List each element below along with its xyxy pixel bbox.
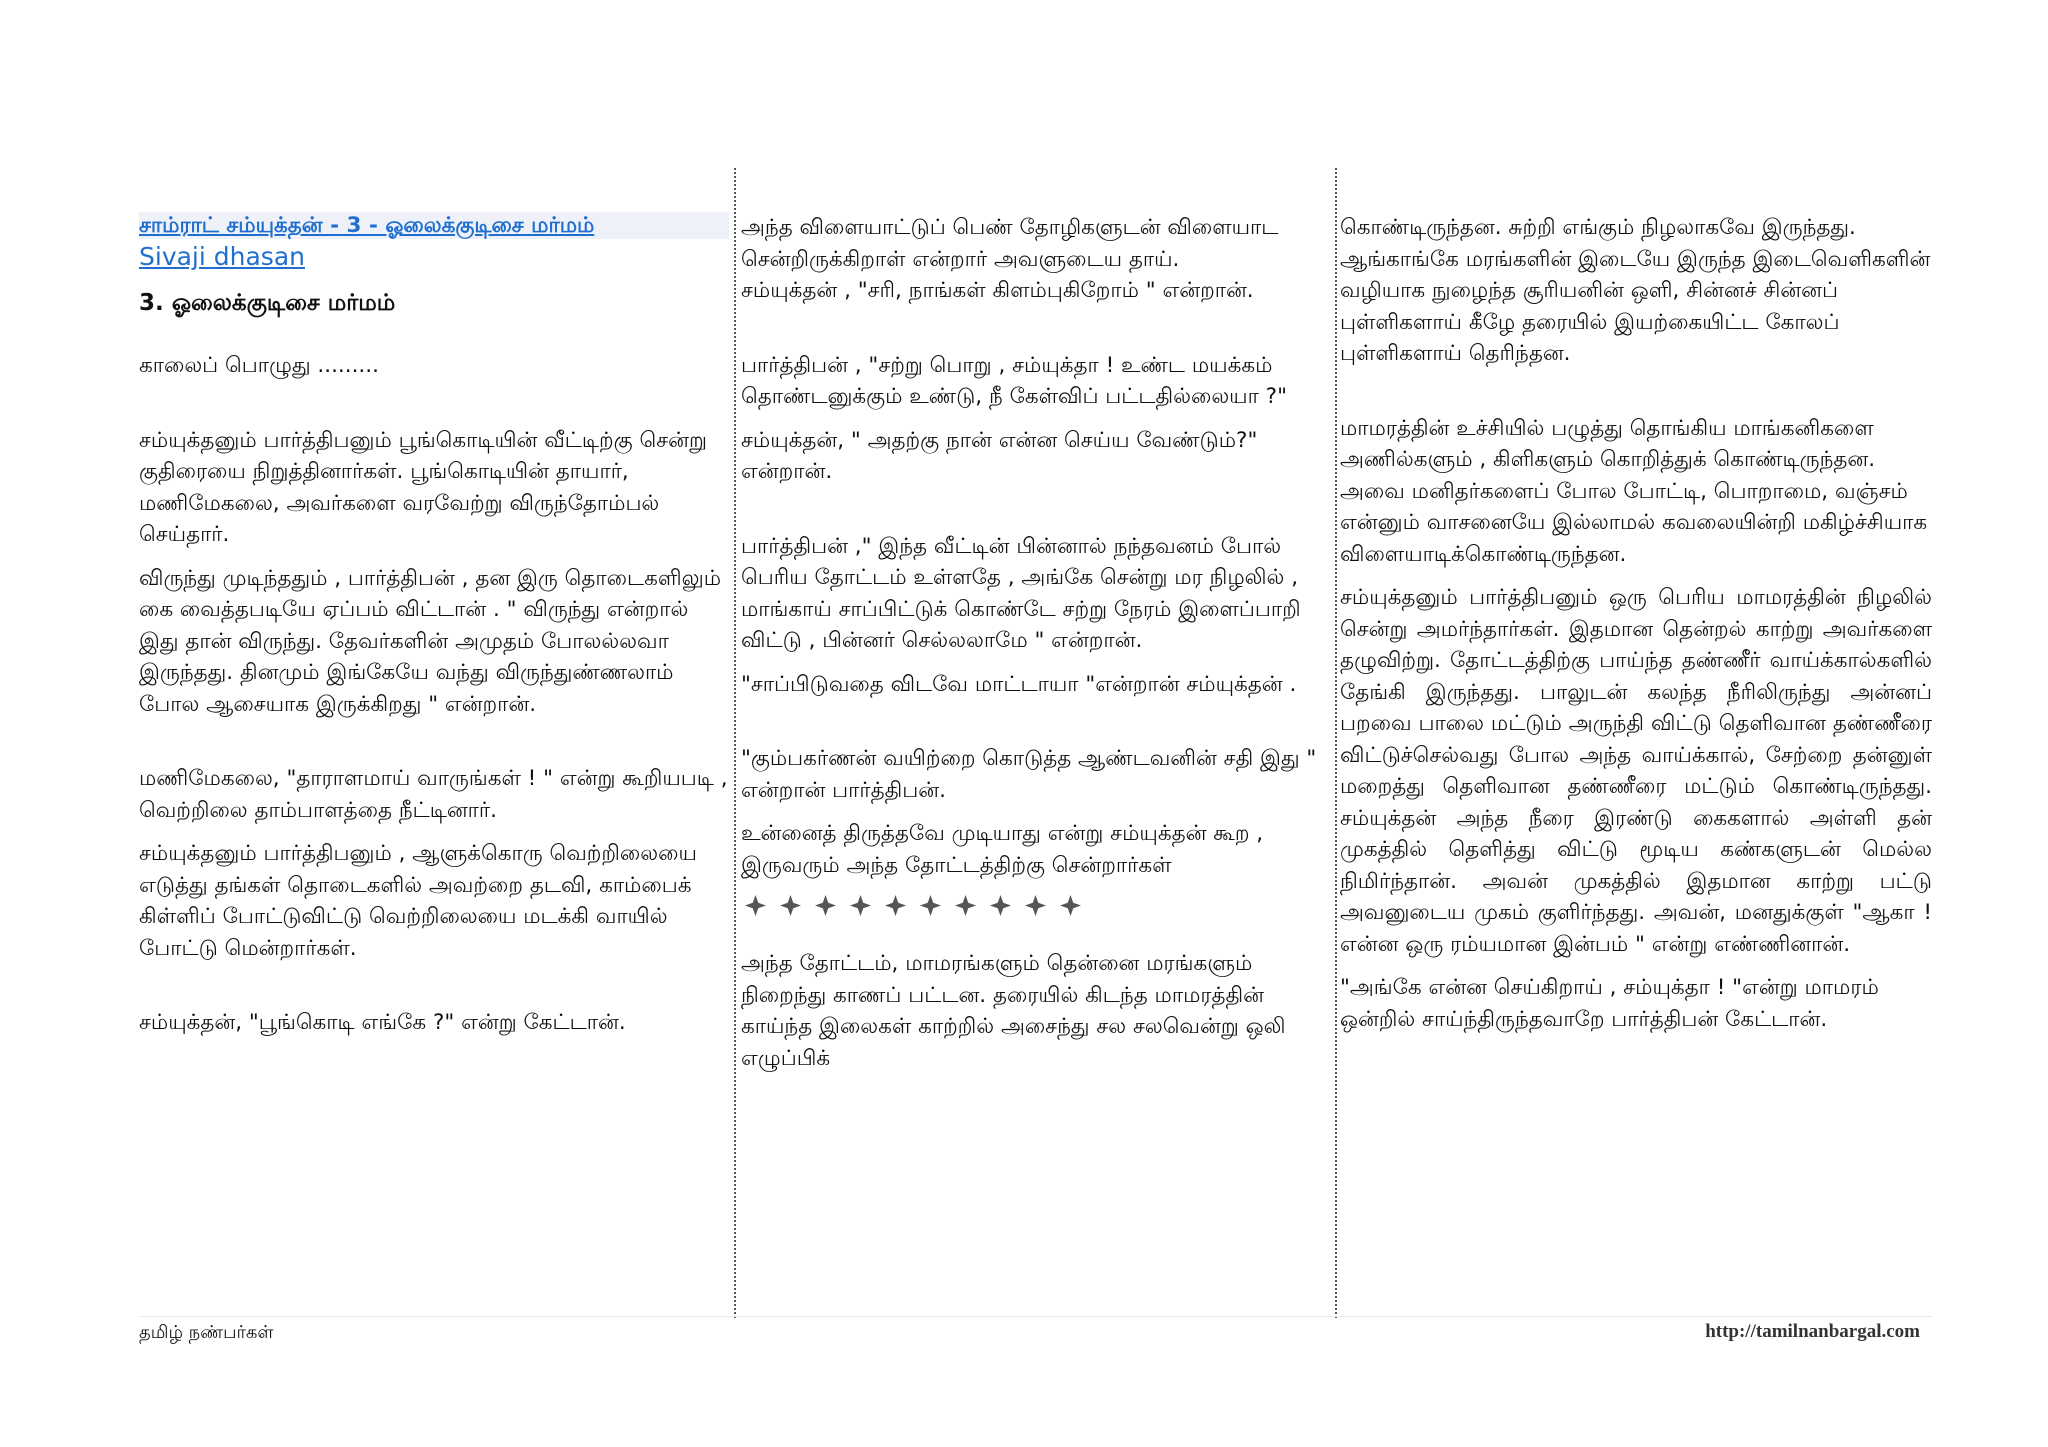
paragraph: கொண்டிருந்தன. சுற்றி எங்கும் நிழலாகவே இருந்தது. ஆங்காங்கே மரங்களின் இடையே இருந்த இடைவெளிகளின் வழியாக நுழைந்த சூரியனின் ஒளி, சின்னச் சின்னப் புள்ளிகளாய் கீழே தரையில் இயற்கையிட்ட கோலப் புள்ளிகளாய் தெரிந்தன. — [1340, 215, 1931, 366]
column-divider-1 — [734, 168, 736, 1318]
paragraph: பார்த்திபன் , "சற்று பொறு , சம்யுக்தா ! உண்ட மயக்கம் தொண்டனுக்கும் உண்டு, நீ கேள்விப் பட்டதில்லையா ?" — [741, 352, 1287, 409]
paragraph: பார்த்திபன் ," இந்த வீட்டின் பின்னால் நந்தவனம் போல் பெரிய தோட்டம் உள்ளதே , அங்கே சென்று மர நிழலில் , மாங்காய் சாப்பிட்டுக் கொண்டே சற்று நேரம் இளைப்பாறி விட்டு , பின்னர் செல்லலாமே " என்றான். — [741, 533, 1301, 653]
paragraph: மணிமேகலை, "தாராளமாய் வாருங்கள் ! " என்று கூறியபடி , வெற்றிலை தாம்பாளத்தை நீட்டினார். — [139, 766, 728, 823]
star-icon — [920, 895, 941, 916]
star-icon — [990, 895, 1011, 916]
paragraph: சம்யுக்தன், "பூங்கொடி எங்கே ?" என்று கேட்டான். — [139, 1010, 626, 1035]
paragraph: சம்யுக்தனும் பார்த்திபனும் பூங்கொடியின் வீட்டிற்கு சென்று குதிரையை நிறுத்தினார்கள். பூங்கொடியின் தாயார், மணிமேகலை, அவர்களை வரவேற்று விருந்தோம்பல் செய்தார். — [139, 427, 707, 547]
star-icon — [955, 895, 976, 916]
star-icon — [1025, 895, 1046, 916]
story-title-link[interactable]: சாம்ராட் சம்யுக்தன் - 3 - ஓலைக்குடிசை மர்மம் — [139, 212, 729, 239]
author-link[interactable]: Sivaji dhasan — [139, 242, 305, 271]
paragraph: உன்னைத் திருத்தவே முடியாது என்று சம்யுக்தன் கூற , இருவரும் அந்த தோட்டத்திற்கு சென்றார்கள் — [741, 821, 1264, 878]
column-1 — [139, 212, 729, 1039]
paragraph: "சாப்பிடுவதை விடவே மாட்டாயா "என்றான் சம்யுக்தன் . — [741, 671, 1297, 697]
star-icon — [850, 895, 871, 916]
paragraph: அந்த விளையாட்டுப் பெண் தோழிகளுடன் விளையாட சென்றிருக்கிறாள் என்றார் அவளுடைய தாய். — [741, 215, 1279, 272]
paragraph: "அங்கே என்ன செய்கிறாய் , சம்யுக்தா ! "என்று மாமரம் ஒன்றில் சாய்ந்திருந்தவாறே பார்த்திபன் கேட்டான். — [1340, 975, 1879, 1032]
paragraph: சம்யுக்தன், " அதற்கு நான் என்ன செய்ய வேண்டும்?" என்றான். — [741, 427, 1258, 484]
column-3 — [1340, 212, 1932, 1035]
star-icon — [745, 895, 766, 916]
star-icon — [815, 895, 836, 916]
paragraph: சம்யுக்தன் , "சரி, நாங்கள் கிளம்புகிறோம் " என்றான். — [741, 278, 1254, 303]
paragraph: விருந்து முடிந்ததும் , பார்த்திபன் , தன இரு தொடைகளிலும் கை வைத்தபடியே ஏப்பம் விட்டான் . " விருந்து என்றால் இது தான் விருந்து. தேவர்களின் அமுதம் போலல்லவா இருந்தது. தினமும் இங்கேயே வந்து விருந்துண்ணலாம் போல ஆசையாக இருக்கிறது " என்றான். — [139, 565, 722, 717]
footer-url[interactable]: http://tamilnanbargal.com — [1705, 1321, 1920, 1342]
paragraph: காலைப் பொழுது ......... — [139, 353, 379, 378]
paragraph: "கும்பகர்ணன் வயிற்றை கொடுத்த ஆண்டவனின் சதி இது " என்றான் பார்த்திபன். — [741, 746, 1317, 803]
star-icon — [885, 895, 906, 916]
star-separator — [745, 895, 1331, 916]
star-icon — [1060, 895, 1081, 916]
column-divider-2 — [1335, 168, 1337, 1318]
footer-site-name: தமிழ் நண்பர்கள் — [139, 1322, 274, 1343]
paragraph: அந்த தோட்டம், மாமரங்களும் தென்னை மரங்களும் நிறைந்து காணப் பட்டன. தரையில் கிடந்த மாமரத்தின் காய்ந்த இலைகள் காற்றில் அசைந்து சல சலவென்று ஒலி எழுப்பிக் — [741, 951, 1286, 1071]
chapter-heading: 3. ஓலைக்குடிசை மர்மம் — [139, 290, 396, 316]
paragraph: மாமரத்தின் உச்சியில் பழுத்து தொங்கிய மாங்கனிகளை அணில்களும் , கிளிகளும் கொறித்துக் கொண்டிருந்தன. அவை மனிதர்களைப் போல போட்டி, பொறாமை, வஞ்சம் என்னும் வாசனையே இல்லாமல் கவலையின்றி மகிழ்ச்சியாக விளையாடிக்கொண்டிருந்தன. — [1340, 415, 1928, 567]
paragraph: சம்யுக்தனும் பார்த்திபனும் , ஆளுக்கொரு வெற்றிலையை எடுத்து தங்கள் தொடைகளில் அவற்றை தடவி, காம்பைக் கிள்ளிப் போட்டுவிட்டு வெற்றிலையை மடக்கி வாயில் போட்டு மென்றார்கள். — [139, 841, 697, 961]
footer-divider — [139, 1316, 1932, 1317]
star-icon — [780, 895, 801, 916]
paragraph: சம்யுக்தனும் பார்த்திபனும் ஒரு பெரிய மாமரத்தின் நிழலில் சென்று அமர்ந்தார்கள். இதமான தென்றல் காற்று அவர்களை தழுவிற்று. தோட்டத்திற்கு பாய்ந்த தண்ணீர் வாய்க்கால்களில் தேங்கி இருந்தது. பாலுடன் கலந்த நீரிலிருந்து அன்னப் பறவை பாலை மட்டும் அருந்தி விட்டு தெளிவான தண்ணீரை விட்டுச்செல்வது போல அந்த வாய்க்கால், சேற்றை தன்னுள் மறைத்து தெளிவான தண்ணீரை மட்டும் கொண்டிருந்தது. சம்யுக்தன் அந்த நீரை இரண்டு கைகளால் அள்ளி தன் முகத்தில் தெளித்து விட்டு மூடிய கண்களுடன் மெல்ல நிமிர்ந்தான். அவன் முகத்தில் இதமான காற்று பட்டு அவனுடைய முகம் குளிர்ந்தது. அவன், மனதுக்குள் "ஆகா ! என்ன ஒரு ரம்யமான இன்பம் " என்று எண்ணினான். — [1340, 585, 1932, 957]
column-2 — [741, 212, 1331, 1074]
